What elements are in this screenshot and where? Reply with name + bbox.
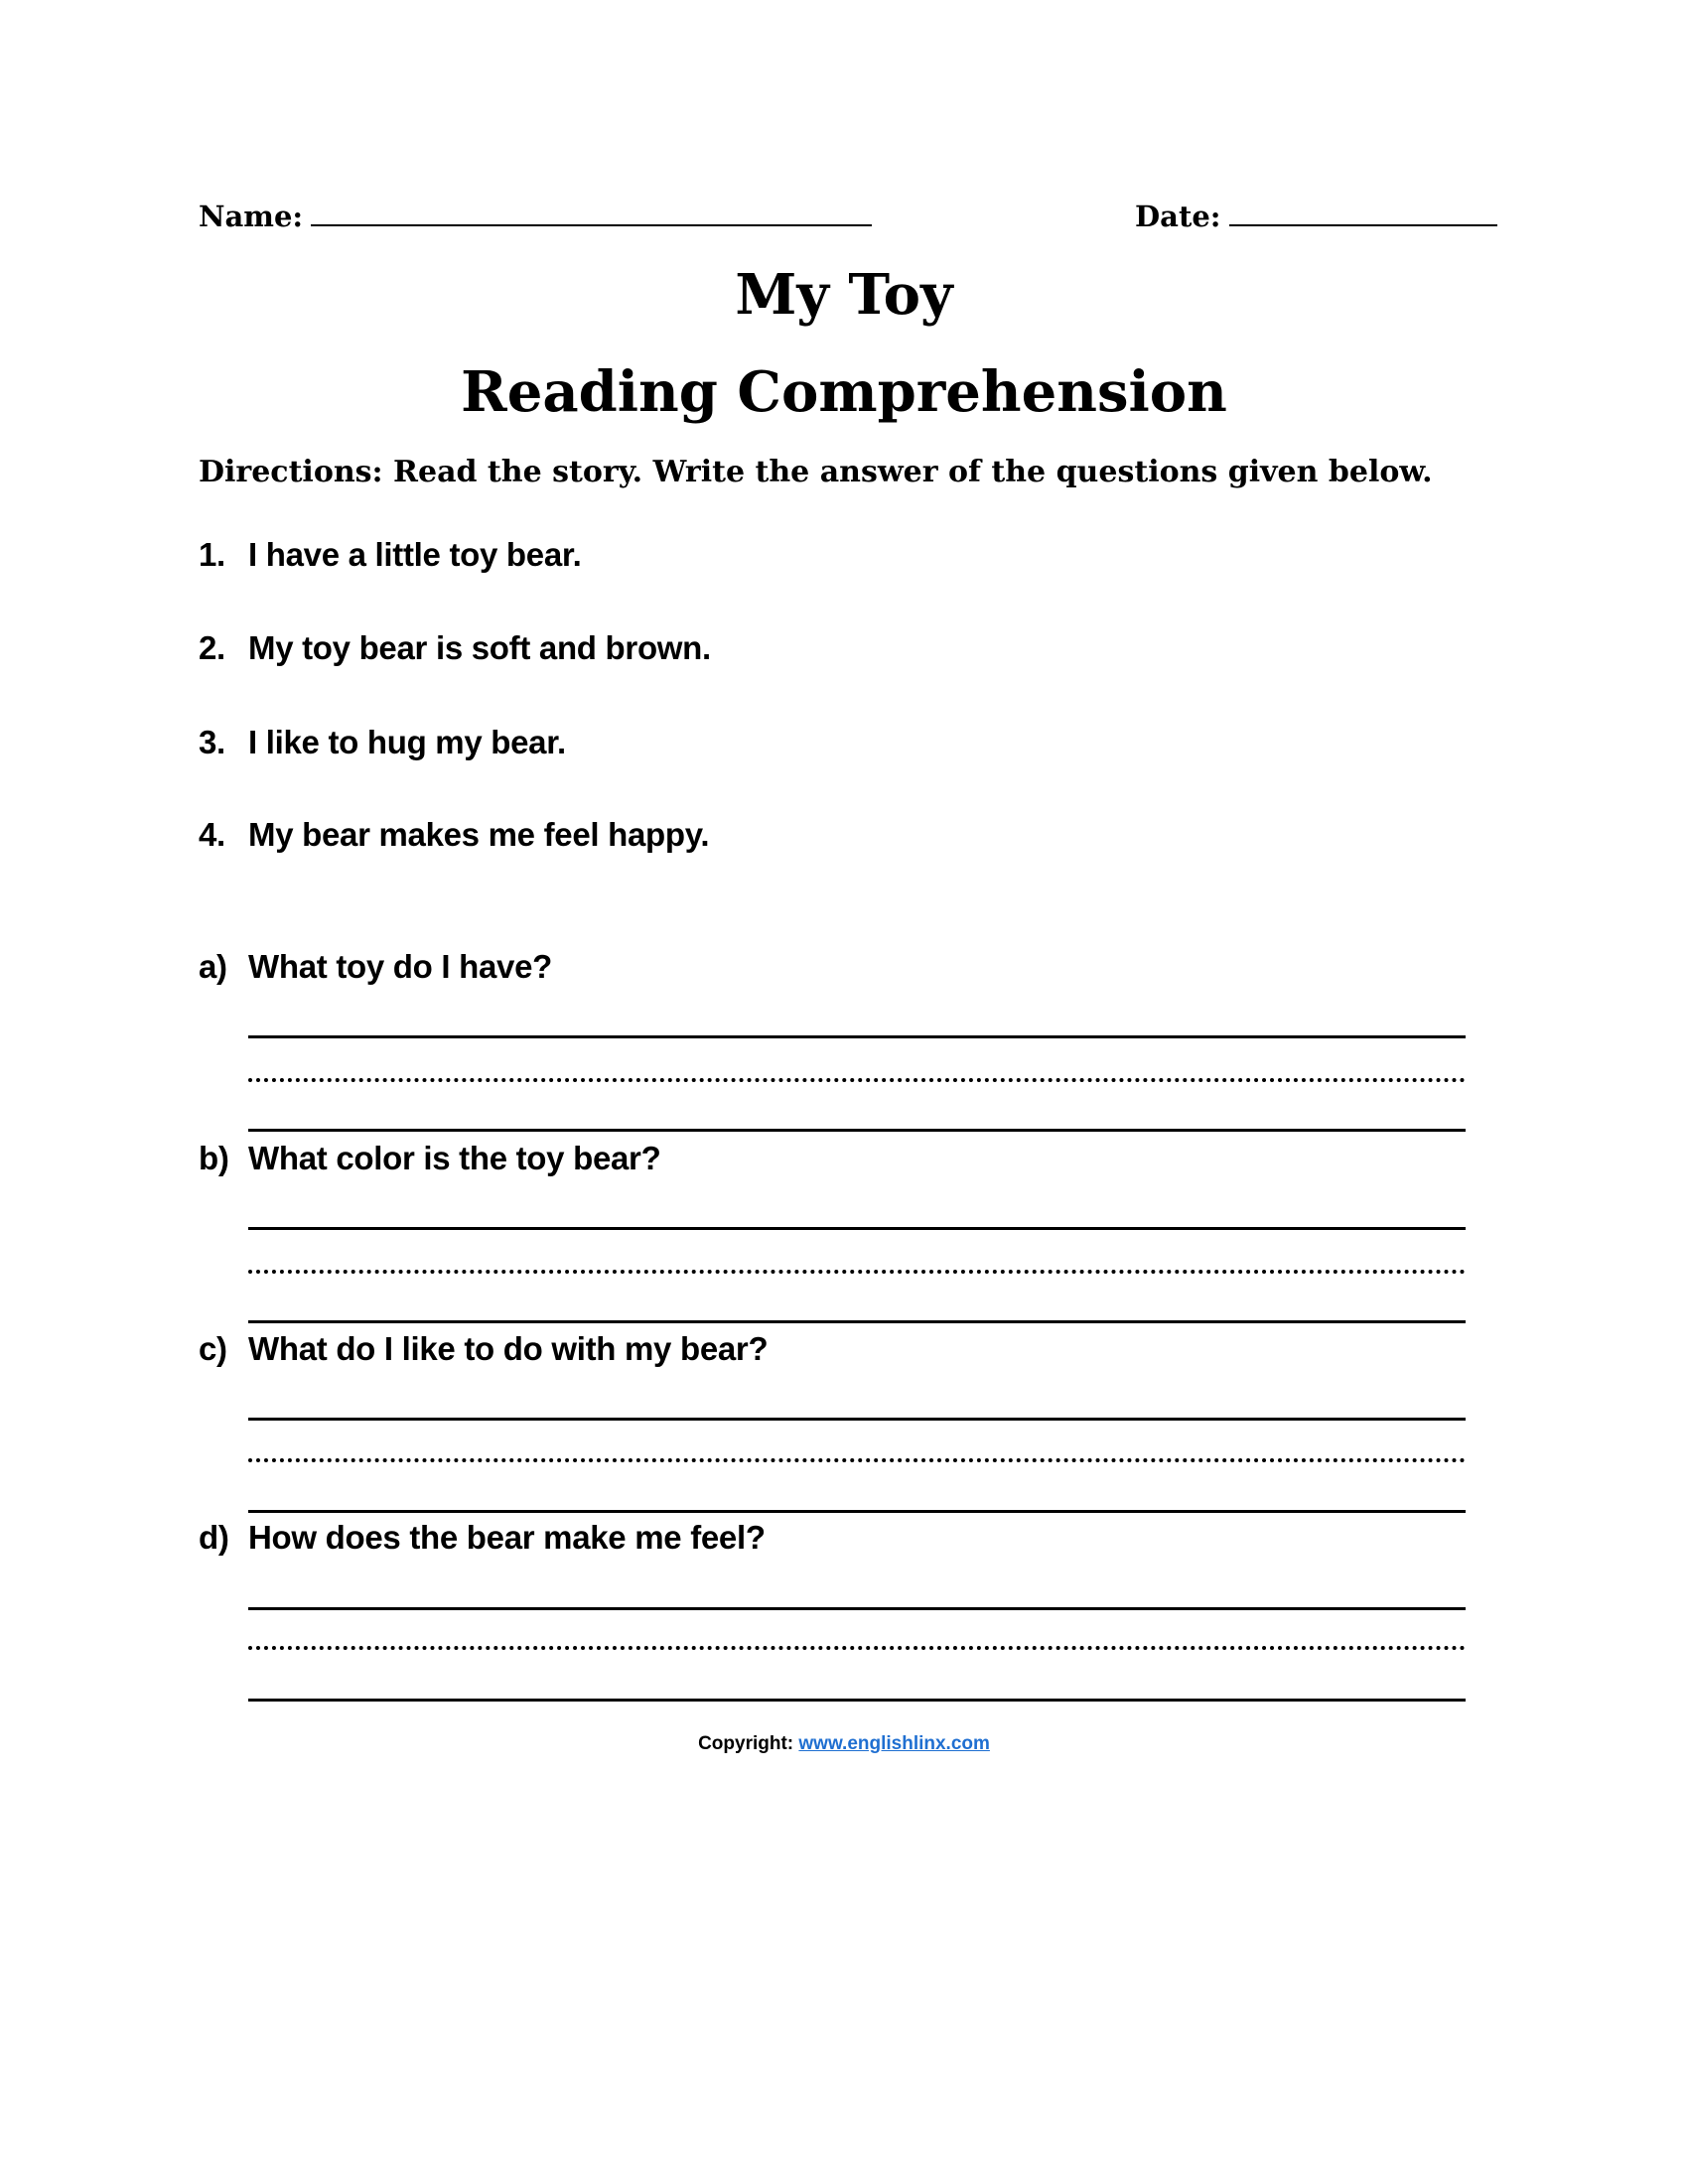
answer-guide-line[interactable]	[248, 1078, 1466, 1082]
question-label: b)	[199, 1140, 229, 1176]
answer-guide-line[interactable]	[248, 1458, 1466, 1462]
page-title: My Toy	[735, 262, 953, 328]
question-a	[199, 948, 552, 986]
page-subtitle: Reading Comprehension	[461, 359, 1227, 425]
question-text: What toy do I have?	[248, 948, 552, 985]
name-field	[199, 199, 872, 233]
story-number: 1.	[199, 536, 225, 573]
answer-line[interactable]	[248, 1227, 1466, 1230]
answer-line[interactable]	[248, 1607, 1466, 1610]
story-text: I like to hug my bear.	[248, 724, 566, 760]
story-number: 4.	[199, 816, 225, 853]
answer-line[interactable]	[248, 1418, 1466, 1421]
answer-line[interactable]	[248, 1129, 1466, 1132]
answer-line[interactable]	[248, 1699, 1466, 1702]
answer-line[interactable]	[248, 1510, 1466, 1513]
story-text: I have a little toy bear.	[248, 536, 582, 573]
question-label: a)	[199, 948, 227, 985]
name-label: Name:	[199, 200, 304, 233]
question-text: What do I like to do with my bear?	[248, 1330, 769, 1367]
directions: Directions: Read the story. Write the answer of the questions given below.	[199, 455, 1433, 489]
englishlinx-link[interactable]: www.englishlinx.com	[798, 1733, 990, 1754]
answer-line[interactable]	[248, 1035, 1466, 1038]
question-b	[199, 1140, 660, 1177]
story-line	[199, 816, 709, 854]
question-label: d)	[199, 1519, 229, 1556]
name-blank[interactable]	[311, 199, 872, 226]
story-number: 2.	[199, 629, 225, 666]
story-line	[199, 536, 581, 574]
answer-guide-line[interactable]	[248, 1270, 1466, 1274]
copyright-label: Copyright:	[698, 1733, 794, 1754]
story-line	[199, 724, 566, 761]
question-d	[199, 1519, 766, 1557]
date-blank[interactable]	[1229, 199, 1497, 226]
date-field	[1135, 199, 1497, 233]
question-label: c)	[199, 1330, 227, 1367]
answer-guide-line[interactable]	[248, 1646, 1466, 1650]
date-label: Date:	[1135, 200, 1221, 233]
story-text: My toy bear is soft and brown.	[248, 629, 711, 666]
story-line	[199, 629, 711, 667]
question-text: How does the bear make me feel?	[248, 1519, 766, 1556]
copyright-footer	[0, 1733, 1688, 1755]
story-number: 3.	[199, 724, 225, 760]
answer-line[interactable]	[248, 1320, 1466, 1323]
question-c	[199, 1330, 768, 1368]
question-text: What color is the toy bear?	[248, 1140, 661, 1176]
story-text: My bear makes me feel happy.	[248, 816, 710, 853]
